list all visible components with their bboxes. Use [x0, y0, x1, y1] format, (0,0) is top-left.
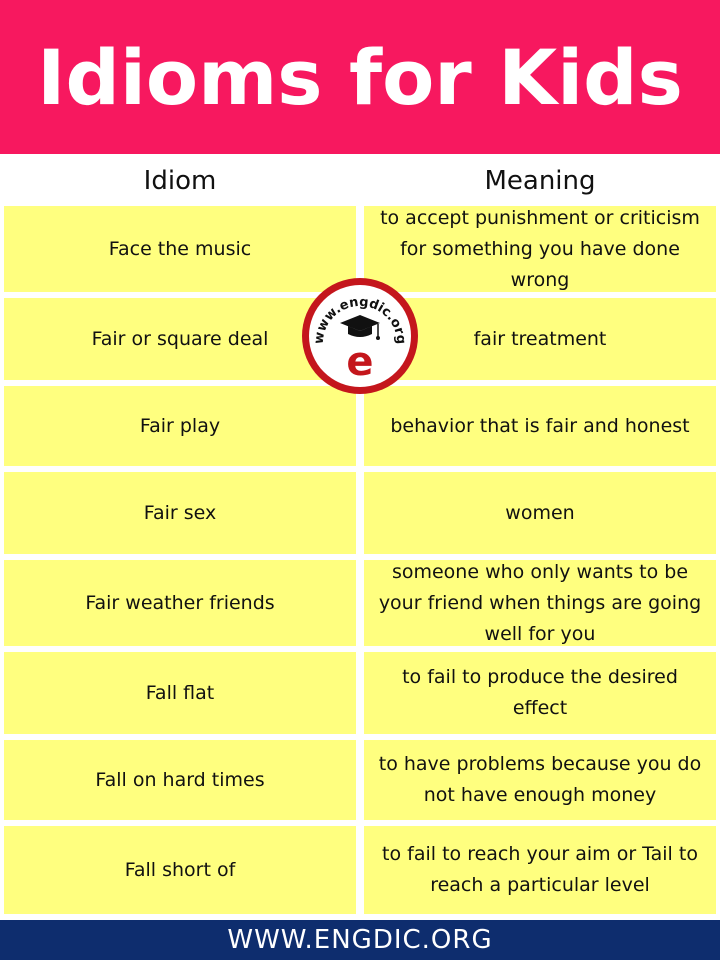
table-row-idiom: Fair or square deal [4, 298, 356, 380]
logo-emblem [309, 285, 411, 387]
footer-bar [0, 920, 720, 960]
page-title: Idioms for Kids [37, 32, 683, 122]
table-row-meaning: women [364, 472, 716, 554]
table-row-idiom: Fair sex [4, 472, 356, 554]
table-row-meaning: to fail to reach your aim or Tail to reach a particular level [364, 826, 716, 914]
table-row-idiom: Fall flat [4, 652, 356, 734]
logo-letter: e [346, 339, 374, 385]
logo-text: www.engdic.org [311, 294, 409, 345]
table-row-idiom: Fall short of [4, 826, 356, 914]
engdic-logo [302, 278, 418, 394]
table-row-meaning: fair treatment [364, 298, 716, 380]
table-row-meaning: someone who only wants to be your friend when things are going well for you [364, 560, 716, 646]
table-row-idiom: Fall on hard times [4, 740, 356, 820]
table-row-meaning: to accept punishment or criticism for something you have done wrong [364, 206, 716, 292]
table-row-idiom: Face the music [4, 206, 356, 292]
title-banner [0, 0, 720, 154]
column-header-idiom: Idiom [143, 166, 217, 196]
table-row-meaning: to have problems because you do not have enough money [364, 740, 716, 820]
table-row-idiom: Fair weather friends [4, 560, 356, 646]
table-row-meaning: to fail to produce the desired effect [364, 652, 716, 734]
column-header-meaning: Meaning [484, 166, 596, 196]
table-row-idiom: Fair play [4, 386, 356, 466]
graduation-cap-icon [340, 315, 380, 331]
table-row-meaning: behavior that is fair and honest [364, 386, 716, 466]
footer-url[interactable]: WWW.ENGDIC.ORG [227, 925, 493, 955]
